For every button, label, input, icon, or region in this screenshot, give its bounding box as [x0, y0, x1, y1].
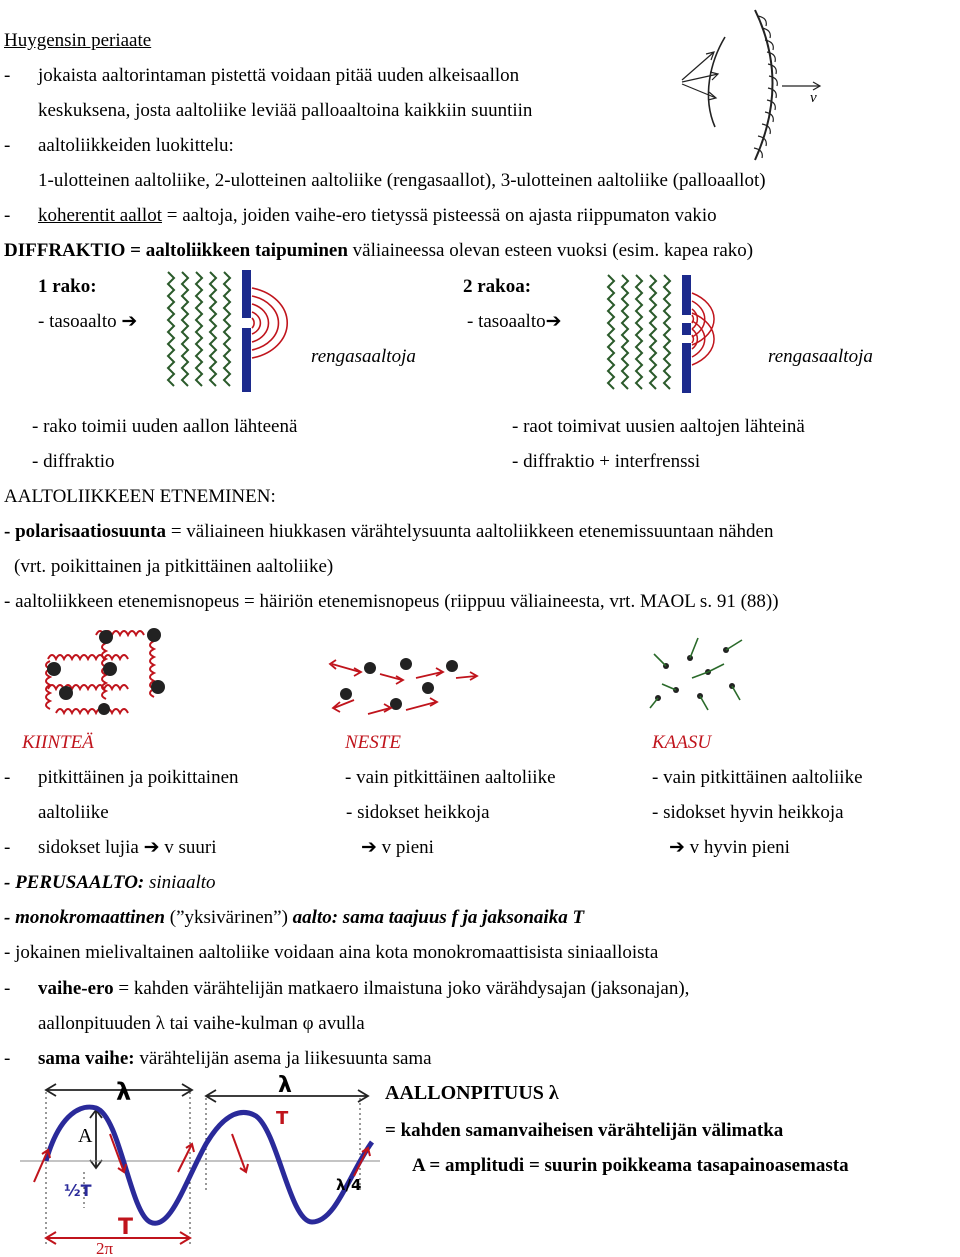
gas-label: KAASU [652, 732, 712, 753]
bullet-dash: - [4, 1048, 11, 1069]
gas-line-1: - vain pitkittäinen aaltoliike [652, 767, 863, 788]
monochromatic-definition: aalto: sama taajuus f ja jaksonaika T [292, 907, 585, 928]
wavelength-label: λ [116, 1078, 132, 1106]
gas-speed-text: v hyvin pieni [684, 837, 790, 858]
arrow-right-icon: ➔ [361, 837, 377, 858]
same-phase-term: sama vaihe: [38, 1048, 135, 1069]
one-slit-ring-label: rengasaaltoja [311, 346, 416, 367]
solid-line-2: aaltoliike [38, 802, 109, 823]
classification-line: aaltoliikkeiden luokittelu: [38, 135, 234, 156]
solid-line-3 [38, 838, 216, 857]
huygens-line-2: keskuksena, josta aaltoliike leviää palloaaltoina kaikkiin suuntiin [38, 100, 533, 121]
fundamental-wave-term: - PERUSAALTO: [4, 872, 145, 893]
arrow-right-icon: ➔ [121, 311, 138, 332]
wavelength-label-2: λ [278, 1073, 292, 1098]
diffraction-term: DIFFRAKTIO = aaltoliikkeen taipuminen [4, 240, 348, 261]
superposition-line: - jokainen mielivaltainen aaltoliike voidaan aina kota monokromaattisista siniaalloista [4, 942, 659, 963]
two-slit-note-2: - diffraktio + interfrenssi [512, 451, 701, 472]
one-slit-heading: 1 rako: [38, 276, 97, 297]
solid-bond-text: sidokset lujia [38, 837, 144, 858]
arrow-right-icon: ➔ [545, 311, 562, 332]
liquid-line-3 [361, 838, 434, 857]
phase-difference-term: vaihe-ero [38, 978, 114, 999]
bullet-dash: - [4, 135, 11, 156]
solid-speed-text: v suuri [159, 837, 217, 858]
fundamental-wave-value: siniaalto [144, 872, 216, 893]
phase-difference-line-2: aallonpituuden λ tai vaihe-kulman φ avulla [38, 1013, 365, 1034]
coherent-definition: = aaltoja, joiden vaihe-ero tietyssä pisteessä on ajasta riippumaton vakio [161, 205, 717, 226]
bullet-dash: - [4, 837, 11, 858]
wavelength-definition: = kahden samanvaiheisen värähtelijän välimatka [385, 1120, 784, 1141]
same-phase-line [38, 1049, 432, 1068]
polarisation-definition: = väliaineen hiukkasen värähtelysuunta aaltoliikkeen etenemissuuntaan nähden [166, 521, 774, 542]
bullet-dash: - [4, 978, 11, 999]
phase-difference-line [38, 979, 689, 998]
two-slit-heading: 2 rakoa: [463, 276, 532, 297]
liquid-speed-text: v pieni [376, 837, 434, 858]
page-title: Huygensin periaate [4, 30, 152, 51]
liquid-particles-figure [324, 650, 484, 722]
two-slit-note-1: - raot toimivat uusien aaltojen lähteinä [512, 416, 805, 437]
gas-line-2: - sidokset hyvin heikkoja [652, 802, 844, 823]
liquid-line-1: - vain pitkittäinen aaltoliike [345, 767, 556, 788]
monochromatic-gloss: (”yksivärinen”) [165, 907, 293, 928]
coherent-line [38, 206, 717, 225]
amplitude-definition: A = amplitudi = suurin poikkeama tasapainoasemasta [412, 1155, 849, 1176]
same-phase-definition: värähtelijän asema ja liikesuunta sama [134, 1048, 432, 1069]
double-slit-interference-figure [602, 273, 772, 398]
monochromatic-line [4, 908, 584, 927]
polarisation-note: (vrt. poikittainen ja pitkittäinen aaltoliike) [14, 556, 334, 577]
sine-wave-figure [20, 1072, 380, 1256]
phase-difference-definition: = kahden värähtelijän matkaero ilmaistuna joko värähdysajan (jaksonajan), [113, 978, 690, 999]
bullet-dash: - [4, 205, 11, 226]
gas-particles-figure [646, 628, 746, 714]
bullet-dash: - [4, 65, 11, 86]
two-pi-label: 2π [96, 1239, 114, 1257]
huygens-wavefront-figure [670, 2, 840, 162]
diffraction-line [4, 241, 753, 260]
coherent-term: koherentit aallot [38, 205, 162, 226]
velocity-label: v [810, 90, 817, 106]
period-label-small: T [276, 1108, 289, 1129]
one-slit-plane-wave [38, 312, 137, 331]
fundamental-wave-line [4, 873, 216, 892]
liquid-line-2: - sidokset heikkoja [346, 802, 490, 823]
solid-particles-figure [36, 625, 172, 725]
quarter-wavelength-label: λ/4 [336, 1176, 362, 1194]
one-slit-note-2: - diffraktio [32, 451, 115, 472]
wavelength-heading: AALLONPITUUS λ [385, 1082, 559, 1104]
gas-line-3 [669, 838, 790, 857]
bullet-dash: - [4, 767, 11, 788]
propagation-speed-line: - aaltoliikkeen etenemisnopeus = häiriön etenemisnopeus (riippuu väliaineesta, vrt. MAOL s. 91 (88)) [4, 591, 779, 612]
classification-detail: 1-ulotteinen aaltoliike, 2-ulotteinen aaltoliike (rengasaallot), 3-ulotteinen aaltoliike (palloaallot) [38, 170, 766, 191]
polarisation-line [4, 522, 774, 541]
one-slit-note-1: - rako toimii uuden aallon lähteenä [32, 416, 298, 437]
monochromatic-term: - monokromaattinen [4, 907, 165, 928]
plane-wave-text: - tasoaalto [467, 311, 546, 332]
diffraction-rest: väliaineessa olevan esteen vuoksi (esim. kapea rako) [347, 240, 754, 261]
period-label: T [118, 1215, 134, 1240]
liquid-label: NESTE [345, 732, 401, 753]
solid-line-1: pitkittäinen ja poikittainen [38, 767, 239, 788]
two-slit-ring-label: rengasaaltoja [768, 346, 873, 367]
two-slit-plane-wave [467, 312, 562, 331]
single-slit-diffraction-figure [160, 268, 310, 398]
plane-wave-text: - tasoaalto [38, 311, 122, 332]
propagation-heading: AALTOLIIKKEEN ETNEMINEN: [4, 486, 276, 507]
polarisation-term: - polarisaatiosuunta [4, 521, 167, 542]
half-period-label: ½T [64, 1181, 92, 1200]
solid-label: KIINTEÄ [22, 732, 94, 753]
arrow-right-icon: ➔ [143, 837, 160, 858]
amplitude-label: A [78, 1125, 93, 1147]
arrow-right-icon: ➔ [669, 837, 685, 858]
huygens-line-1: jokaista aaltorintaman pistettä voidaan pitää uuden alkeisaallon [38, 65, 520, 86]
